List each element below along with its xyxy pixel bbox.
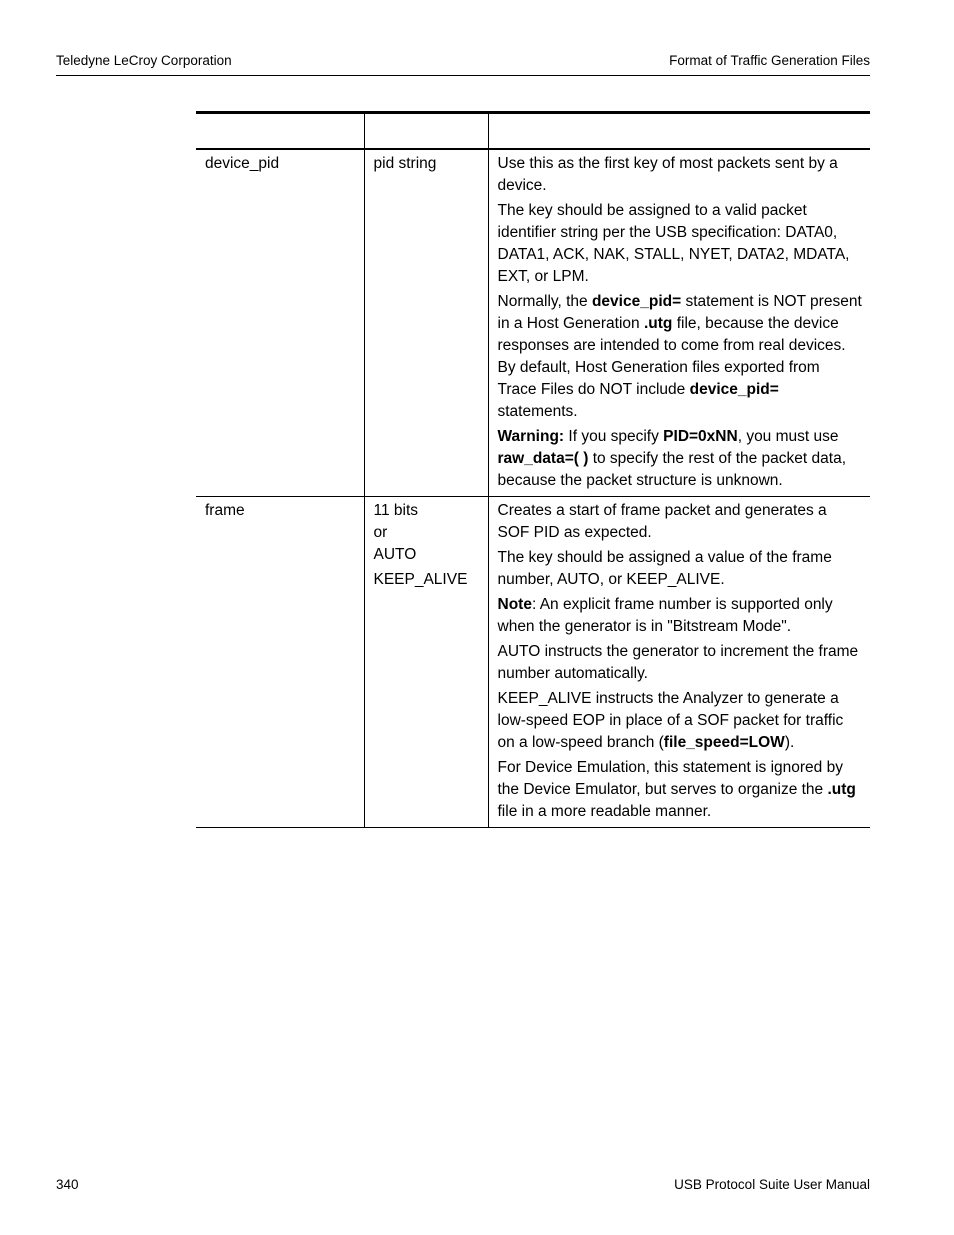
- keyword-cell: device_pid: [196, 149, 364, 497]
- description-cell: [488, 149, 870, 497]
- description-cell: [488, 497, 870, 828]
- description-paragraph: Use this as the first key of most packets sent by a device.: [497, 155, 838, 194]
- description-paragraph: Normally, the device_pid= statement is NOT present in a Host Generation .utg file, because the device responses are intended to come from real devices. By default, Host Generation files exported from Trace Files do NOT include device_pid= statements.: [497, 293, 862, 420]
- description-paragraph: KEEP_ALIVE instructs the Analyzer to generate a low-speed EOP in place of a SOF packet for traffic on a low-speed branch (file_speed=LOW).: [497, 690, 844, 751]
- description-paragraph: Creates a start of frame packet and generates a SOF PID as expected.: [497, 502, 827, 541]
- header-section-title: Format of Traffic Generation Files: [669, 53, 870, 68]
- table-header-row: [196, 113, 870, 150]
- description-paragraph: The key should be assigned a value of the frame number, AUTO, or KEEP_ALIVE.: [497, 549, 832, 588]
- value-line: AUTO: [373, 546, 417, 563]
- column-header-statement: [196, 113, 364, 150]
- description-paragraph: The key should be assigned to a valid packet identifier string per the USB specification: DATA0, DATA1, ACK, NAK, STALL, NYET, DATA2, MDATA, EXT, or LPM.: [497, 202, 850, 285]
- header-company: Teledyne LeCroy Corporation: [56, 53, 232, 68]
- statement-table: [196, 111, 870, 828]
- description-paragraph: AUTO instructs the generator to increment the frame number automatically.: [497, 643, 859, 682]
- keyword-cell: frame: [196, 497, 364, 828]
- column-header-description: [488, 113, 870, 150]
- value-line: or: [373, 524, 388, 541]
- table-row-device-pid: [196, 149, 870, 497]
- note-paragraph: Note: An explicit frame number is supported only when the generator is in "Bitstream Mode".: [497, 596, 833, 635]
- column-header-value: [364, 113, 488, 150]
- footer-manual-title: USB Protocol Suite User Manual: [674, 1177, 870, 1192]
- value-line: 11 bits: [373, 502, 419, 519]
- value-cell: [364, 497, 488, 828]
- table-row-frame: [196, 497, 870, 828]
- warning-paragraph: Warning: If you specify PID=0xNN, you must use raw_data=( ) to specify the rest of the packet data, because the packet structure is unknown.: [497, 428, 847, 489]
- header-rule: [56, 75, 870, 76]
- value-cell: pid string: [364, 149, 488, 497]
- value-line: KEEP_ALIVE: [373, 571, 468, 588]
- page-number: 340: [56, 1177, 79, 1192]
- description-paragraph: For Device Emulation, this statement is ignored by the Device Emulator, but serves to organize the .utg file in a more readable manner.: [497, 759, 856, 820]
